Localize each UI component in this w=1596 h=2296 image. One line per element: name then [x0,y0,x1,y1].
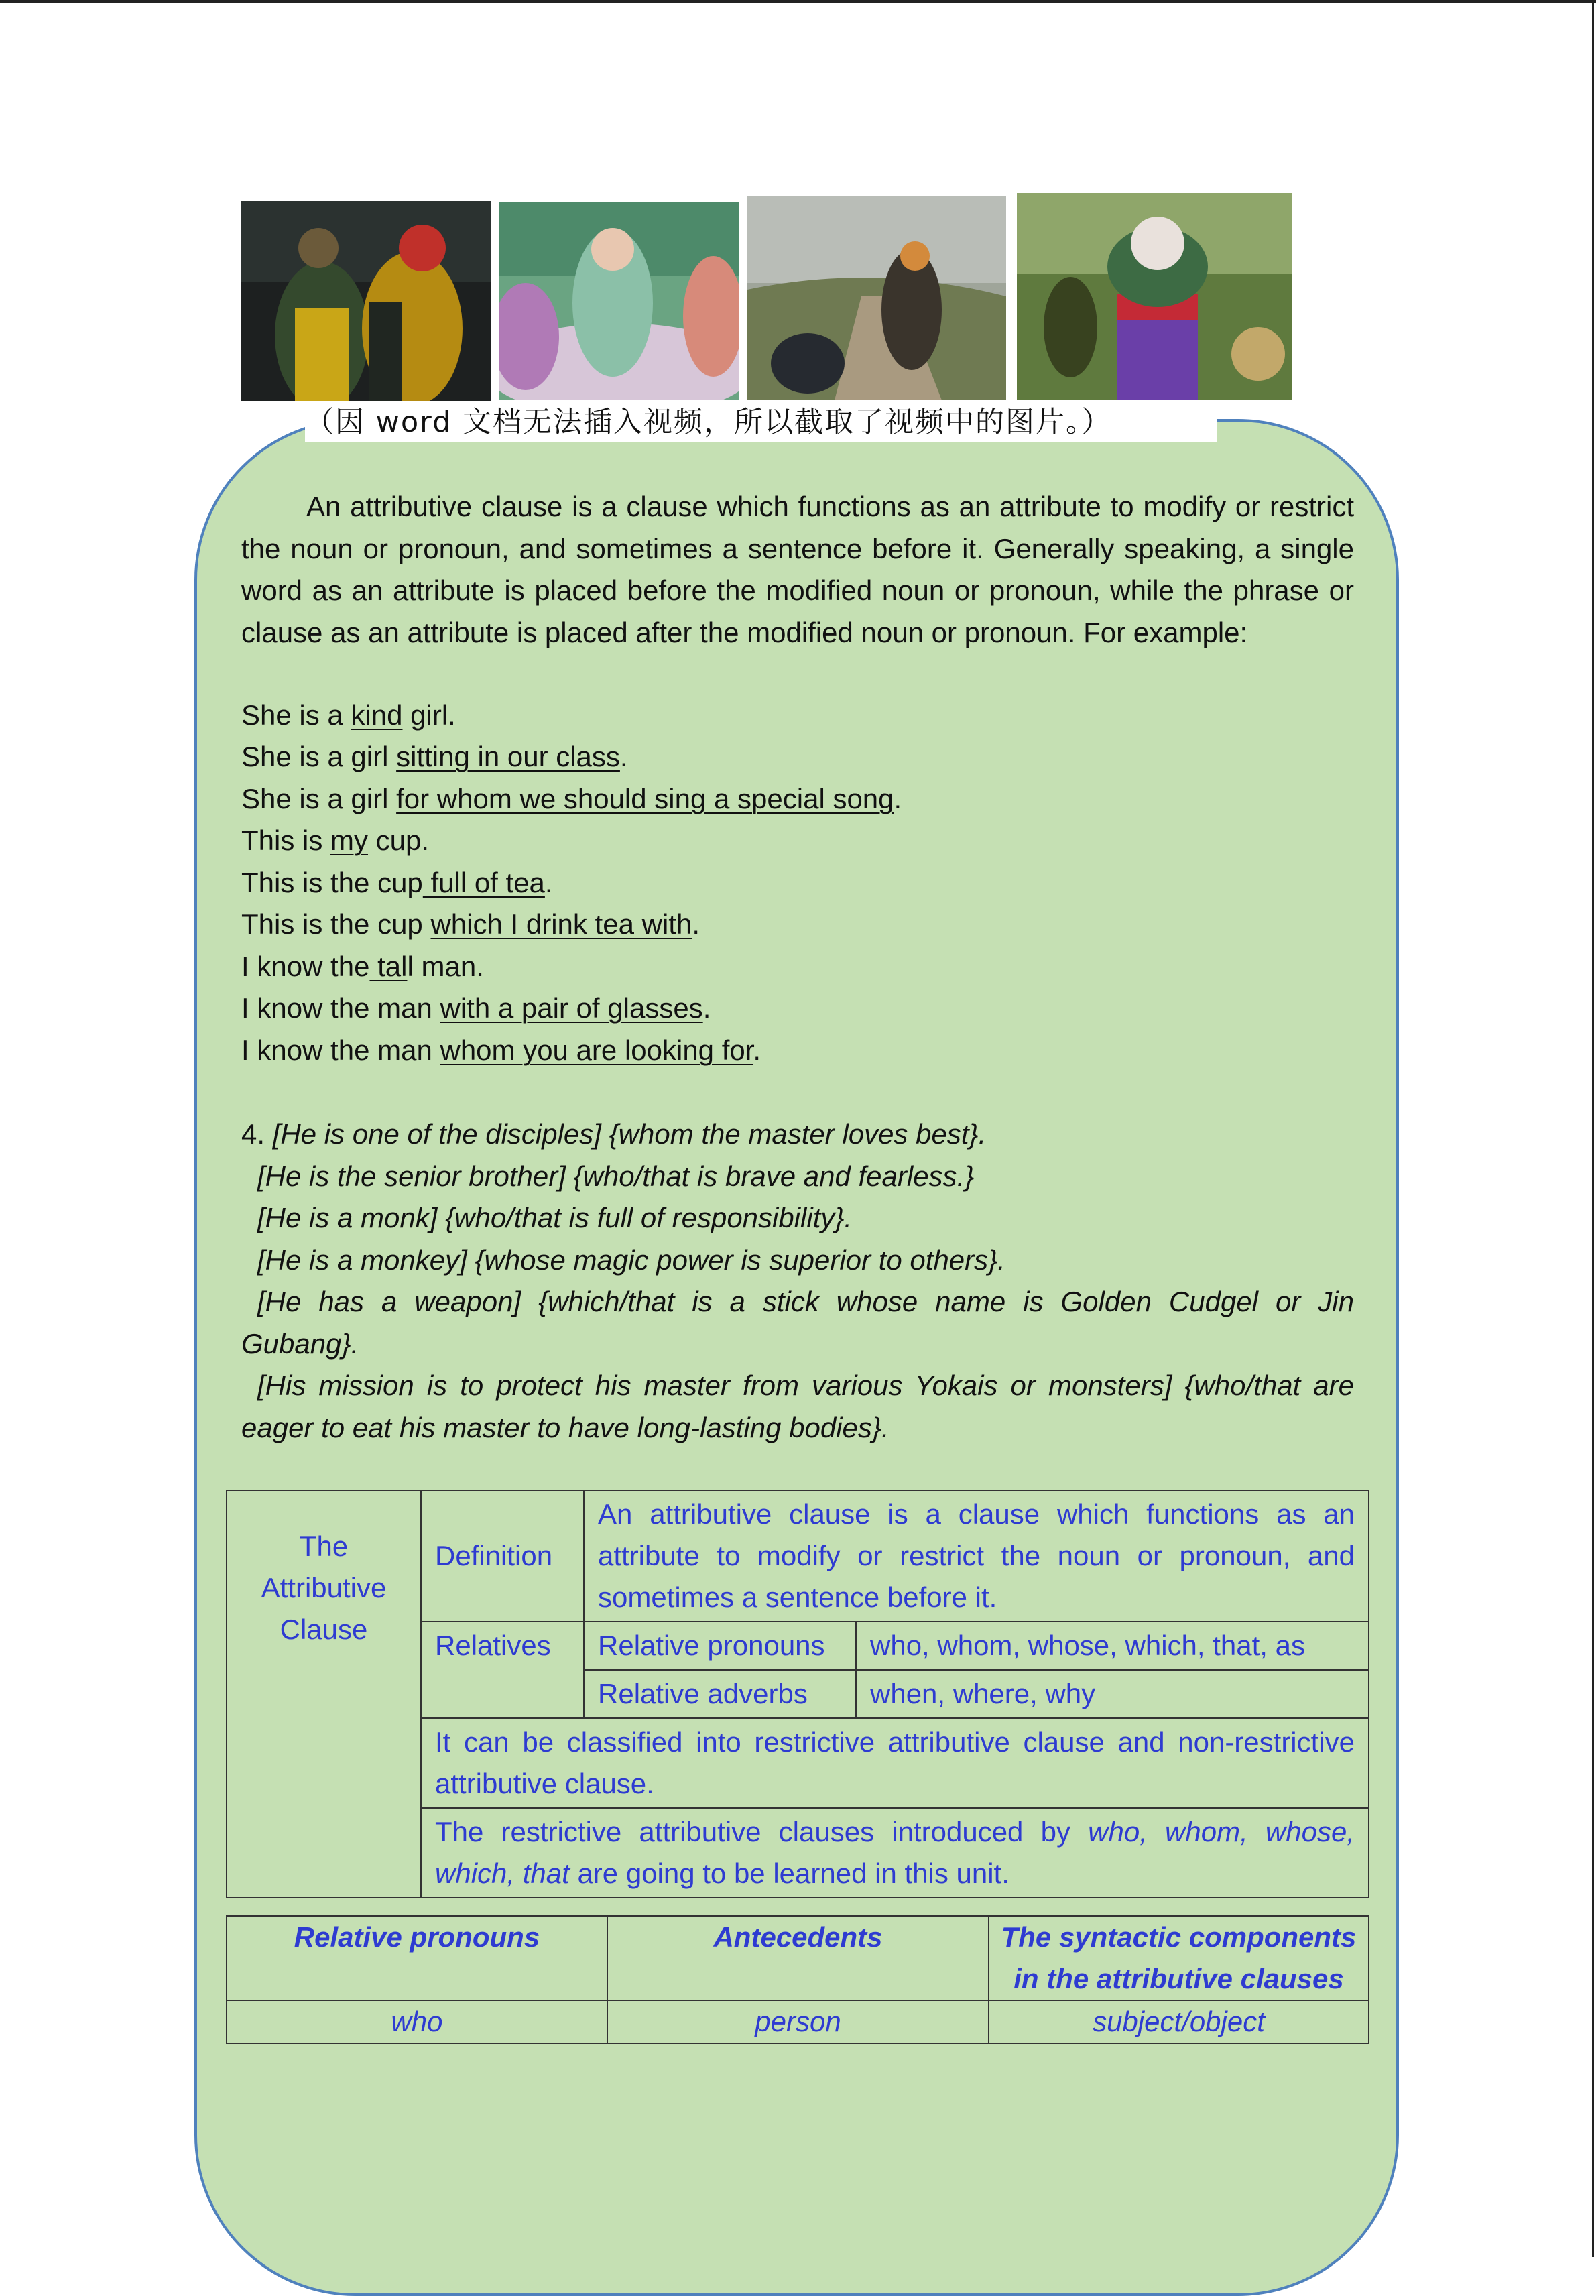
item-number: 4. [241,1118,273,1150]
column-header: Antecedents [607,1916,989,2000]
underlined-attribute: for whom we should sing a special song [396,783,894,814]
video-still-4 [1017,193,1292,400]
relative-pronouns-value: who, whom, whose, which, that, as [856,1622,1369,1670]
intro-paragraph: An attributive clause is a clause which functions as an attribute to modify or restrict the noun or pronoun, and sometimes a sentence before it. Generally speaking, a single word as an attribute is placed before the modified noun or pronoun, while the phrase or clause as an attribute is placed after the modified noun or pronoun. For example: [241,491,1354,648]
table-cell: person [607,2000,989,2043]
video-still-1 [241,201,491,401]
underlined-attribute: sitting in our class [396,741,620,772]
item-4-line: 4. [He is one of the disciples] {whom the master loves best}. [241,1118,987,1150]
underlined-attribute: kind [351,699,403,731]
unit-scope-text: The restrictive attributive clauses introduced by who, whom, whose, which, that are going to be learned in this unit. [421,1808,1369,1898]
item-4-line: [He is a monkey] {whose magic power is superior to others}. [257,1244,1005,1276]
attributive-clause-table [226,1490,1369,1898]
relative-pronouns-label: Relative pronouns [584,1622,856,1670]
underlined-attribute: whom you are looking for [440,1034,753,1066]
relative-adverbs-value: when, where, why [856,1670,1369,1718]
column-header: Relative pronouns [227,1916,607,2000]
example-line: I know the tall man. [241,951,484,982]
image-caption: （因 word 文档无法插入视频，所以截取了视频中的图片。） [305,402,1217,442]
video-still-2 [499,202,739,400]
column-header: The syntactic components in the attributive clauses [989,1916,1369,2000]
table-title: The Attributive Clause [227,1490,421,1898]
example-line: She is a kind girl. [241,699,456,731]
item-4-line: [He is the senior brother] {who/that is brave and fearless.} [257,1160,975,1192]
table-cell: who [227,2000,607,2043]
relative-adverbs-label: Relative adverbs [584,1670,856,1718]
definition-label: Definition [421,1490,584,1622]
relative-pronoun-table [226,1915,1369,2044]
underlined-attribute: which I drink tea with [430,908,692,940]
underlined-attribute: my [330,825,369,856]
video-still-3 [747,196,1006,400]
item-4-examples [241,1113,1354,1449]
underlined-attribute: with a pair of glasses [440,992,703,1024]
page-right-border [1592,0,1594,2257]
table-row [227,2000,1369,2043]
item-4-line: [He has a weapon] {which/that is a stick whose name is Golden Cudgel or Jin [257,1286,1354,1317]
page-top-border [0,0,1596,3]
item-4-line: [His mission is to protect his master from various Yokais or monsters] {who/that are [257,1370,1354,1401]
classification-text: It can be classified into restrictive attributive clause and non-restrictive attributive clause. [421,1718,1369,1808]
item-4-line: Gubang}. [241,1327,359,1360]
example-line: I know the man with a pair of glasses. [241,992,711,1024]
item-4-line: [He is a monk] {who/that is full of responsibility}. [257,1202,853,1233]
table-cell: subject/object [989,2000,1369,2043]
underlined-attribute: full of tea [422,867,545,898]
example-line: This is my cup. [241,825,430,856]
example-line: She is a girl sitting in our class. [241,741,628,772]
definition-text: An attributive clause is a clause which functions as an attribute to modify or restrict the noun or pronoun, and sometimes a sentence before it. [584,1490,1369,1622]
underlined-attribute: tal [369,951,408,982]
example-line: This is the cup which I drink tea with. [241,908,700,940]
relatives-label: Relatives [421,1622,584,1718]
example-line: She is a girl for whom we should sing a special song. [241,783,902,814]
example-line: I know the man whom you are looking for. [241,1034,761,1066]
example-line: This is the cup full of tea. [241,867,553,898]
item-4-line: eager to eat his master to have long-lasting bodies}. [241,1411,889,1443]
